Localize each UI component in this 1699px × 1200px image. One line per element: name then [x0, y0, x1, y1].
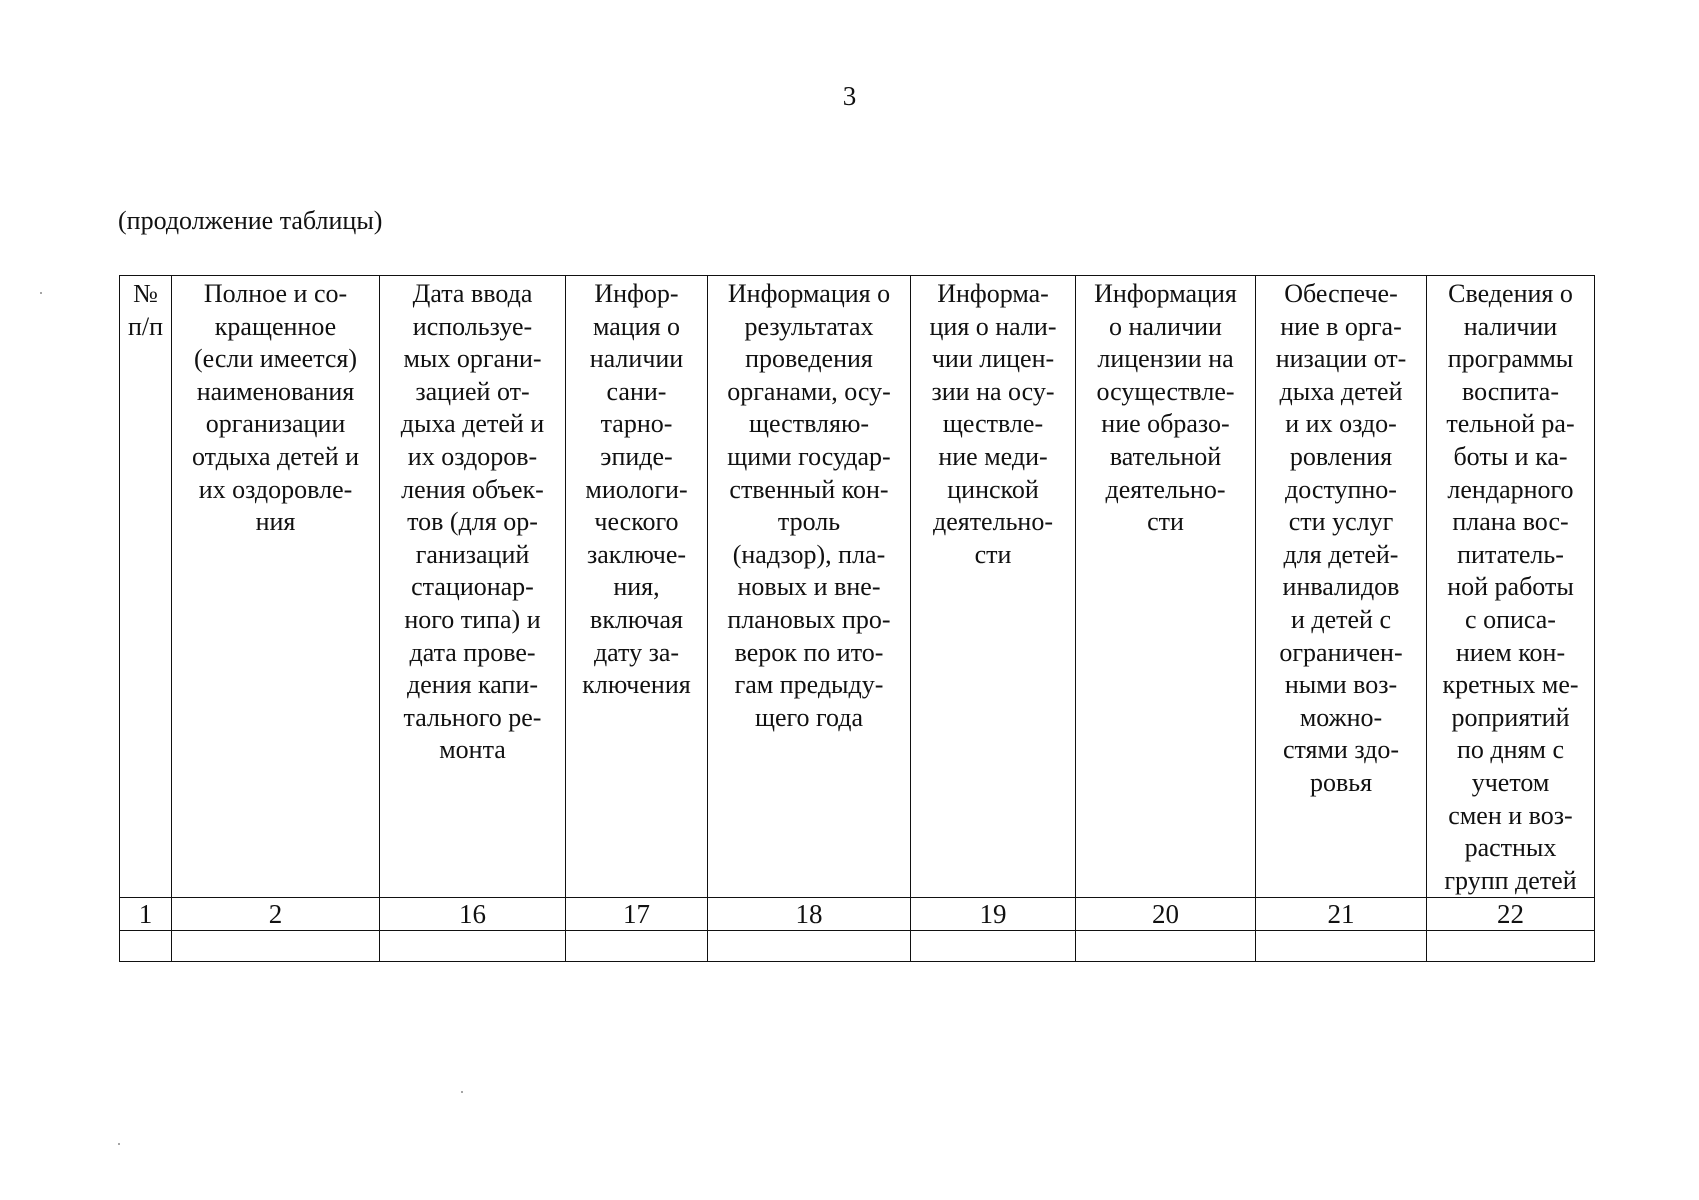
header-text-line: и детей с	[1290, 604, 1392, 634]
header-text-line: миологи-	[585, 474, 688, 504]
header-cell-inspection-results	[708, 276, 911, 898]
column-number-cell: 2	[172, 898, 380, 931]
header-text-line: осуществле-	[1096, 376, 1235, 406]
empty-data-row	[120, 931, 1595, 962]
header-text-line: тельной ра-	[1446, 409, 1575, 439]
header-text-line: Сведения о	[1448, 279, 1573, 308]
header-cell-organization-name	[172, 276, 380, 898]
header-text-line: стационар-	[411, 572, 534, 602]
header-cell-accessibility	[1256, 276, 1427, 898]
header-text-line: плана вос-	[1452, 507, 1569, 537]
scan-speck	[118, 1143, 120, 1145]
header-text-line: отдыха детей и	[191, 441, 360, 471]
header-text-line: троль	[777, 507, 841, 537]
header-text-line: растных	[1464, 833, 1557, 863]
header-text-line: Полное и со-	[203, 279, 348, 308]
header-text-line: мация о	[592, 311, 681, 341]
header-text-line: плановых про-	[727, 604, 891, 634]
header-text-line: чии лицен-	[931, 344, 1055, 374]
column-number-cell: 20	[1076, 898, 1256, 931]
empty-cell	[1256, 931, 1427, 962]
header-text-line: ществле-	[942, 409, 1044, 439]
header-text-line: инвалидов	[1282, 572, 1400, 602]
header-cell-number	[120, 276, 172, 898]
header-text-line: ние в орга-	[1280, 311, 1402, 341]
header-text-line: Обеспече-	[1284, 279, 1398, 308]
header-text-line: дыха детей	[1279, 376, 1403, 406]
data-table	[119, 275, 1595, 962]
column-number-cell: 18	[708, 898, 911, 931]
header-text-line: ние меди-	[938, 441, 1048, 471]
header-text-line: доступно-	[1285, 474, 1397, 504]
header-text-line: п/п	[127, 311, 164, 341]
header-text-line: новых и вне-	[737, 572, 881, 602]
header-cell-sanitary-conclusion	[566, 276, 708, 898]
header-text-line: цинской	[947, 474, 1039, 504]
header-text-line: роприятий	[1451, 702, 1570, 732]
header-text-line: (если имеется)	[193, 344, 358, 374]
header-text-line: ровления	[1289, 441, 1393, 471]
header-text-line: включая	[590, 604, 683, 634]
header-text-line: вательной	[1109, 441, 1222, 471]
empty-cell	[566, 931, 708, 962]
header-text-line: групп детей	[1444, 865, 1577, 895]
header-text-line: лицензии на	[1097, 344, 1234, 374]
header-text-line: для детей-	[1283, 539, 1399, 569]
header-text-line: используе-	[412, 311, 533, 341]
page-number: 3	[842, 81, 857, 111]
header-text-line: учетом	[1471, 767, 1550, 797]
header-text-line: зацией от-	[415, 376, 530, 406]
header-text-line: организации	[205, 409, 346, 439]
header-text-line: кращенное	[214, 311, 337, 341]
header-text-line: ния,	[613, 572, 660, 602]
header-text-line: питатель-	[1457, 539, 1564, 569]
column-number-cell: 19	[911, 898, 1076, 931]
header-text-line: гам предыду-	[734, 670, 884, 700]
column-number-cell: 22	[1427, 898, 1595, 931]
header-text-line: №	[133, 279, 158, 308]
header-text-line: мых органи-	[403, 344, 542, 374]
header-text-line: кретных ме-	[1442, 670, 1579, 700]
header-text-line: дата прове-	[409, 637, 536, 667]
header-text-line: ограничен-	[1279, 637, 1403, 667]
header-text-line: тарно-	[600, 409, 673, 439]
header-text-line: тального ре-	[403, 702, 542, 732]
column-number-cell: 17	[566, 898, 708, 931]
header-text-line: сти	[974, 539, 1012, 569]
header-text-line: проведения	[745, 344, 873, 374]
header-text-line: верок по ито-	[734, 637, 884, 667]
header-text-line: воспита-	[1462, 376, 1559, 406]
header-text-line: сти услуг	[1288, 507, 1394, 537]
column-number-cell: 16	[380, 898, 566, 931]
header-text-line: деятельно-	[1105, 474, 1226, 504]
header-text-line: тов (для ор-	[407, 507, 538, 537]
header-text-line: ления объек-	[401, 474, 544, 504]
header-text-line: о наличии	[1109, 311, 1222, 341]
header-text-line: их оздоровле-	[198, 474, 353, 504]
header-text-line: лендарного	[1447, 474, 1574, 504]
header-cell-education-program	[1427, 276, 1595, 898]
header-text-line: Информация о	[727, 279, 891, 308]
header-text-line: ной работы	[1447, 572, 1574, 602]
header-text-line: Дата ввода	[412, 279, 533, 308]
header-text-line: низации от-	[1275, 344, 1407, 374]
header-text-line: ческого	[594, 507, 679, 537]
header-text-line: органами, осу-	[727, 376, 891, 406]
header-text-line: дыха детей и	[400, 409, 545, 439]
empty-cell	[172, 931, 380, 962]
header-row	[120, 276, 1595, 898]
header-text-line: ного типа) и	[404, 604, 541, 634]
header-text-line: дения капи-	[407, 670, 538, 700]
header-text-line: сани-	[606, 376, 667, 406]
header-text-line: ществляю-	[748, 409, 870, 439]
header-text-line: деятельно-	[932, 507, 1054, 537]
header-text-line: ция о нали-	[929, 311, 1057, 341]
header-text-line: щего года	[754, 702, 864, 732]
column-number-row	[120, 898, 1595, 931]
scan-speck	[461, 1091, 463, 1093]
header-text-line: щими государ-	[727, 441, 891, 471]
header-text-line: ганизаций	[415, 539, 530, 569]
header-cell-commissioning-date	[380, 276, 566, 898]
header-text-line: стями здо-	[1282, 735, 1400, 765]
header-text-line: дату за-	[593, 637, 680, 667]
header-text-line: наличии	[589, 344, 684, 374]
header-text-line: нием кон-	[1455, 637, 1566, 667]
header-text-line: Информа-	[937, 279, 1049, 308]
header-text-line: боты и ка-	[1453, 441, 1568, 471]
header-text-line: зии на осу-	[931, 376, 1055, 406]
header-text-line: их оздоров-	[407, 441, 538, 471]
empty-cell	[120, 931, 172, 962]
header-text-line: ключения	[582, 670, 691, 700]
table-continuation-label: (продолжение таблицы)	[118, 206, 383, 235]
header-text-line: наименования	[196, 376, 355, 406]
header-text-line: (надзор), пла-	[732, 539, 886, 569]
empty-cell	[380, 931, 566, 962]
header-text-line: наличии	[1463, 311, 1558, 341]
header-text-line: Инфор-	[594, 279, 679, 308]
header-cell-education-license	[1076, 276, 1256, 898]
header-text-line: результатах	[744, 311, 874, 341]
empty-cell	[911, 931, 1076, 962]
header-cell-medical-license	[911, 276, 1076, 898]
header-text-line: и их оздо-	[1285, 409, 1397, 439]
column-number-cell: 21	[1256, 898, 1427, 931]
header-text-line: Информация	[1094, 279, 1237, 308]
header-text-line: заключе-	[586, 539, 687, 569]
header-text-line: программы	[1447, 344, 1574, 374]
empty-cell	[708, 931, 911, 962]
header-text-line: ние образо-	[1101, 409, 1230, 439]
header-text-line: смен и воз-	[1448, 800, 1573, 830]
scan-speck	[40, 292, 42, 294]
header-text-line: сти	[1147, 507, 1184, 537]
header-text-line: монта	[439, 735, 506, 765]
header-text-line: ными воз-	[1284, 670, 1398, 700]
header-text-line: ровья	[1309, 767, 1373, 797]
header-text-line: с описа-	[1465, 604, 1556, 634]
column-number-cell: 1	[120, 898, 172, 931]
empty-cell	[1427, 931, 1595, 962]
empty-cell	[1076, 931, 1256, 962]
header-text-line: по дням с	[1456, 735, 1564, 765]
header-text-line: можно-	[1299, 702, 1383, 732]
header-text-line: ственный кон-	[729, 474, 889, 504]
header-text-line: ния	[255, 507, 296, 537]
header-text-line: эпиде-	[600, 441, 673, 471]
